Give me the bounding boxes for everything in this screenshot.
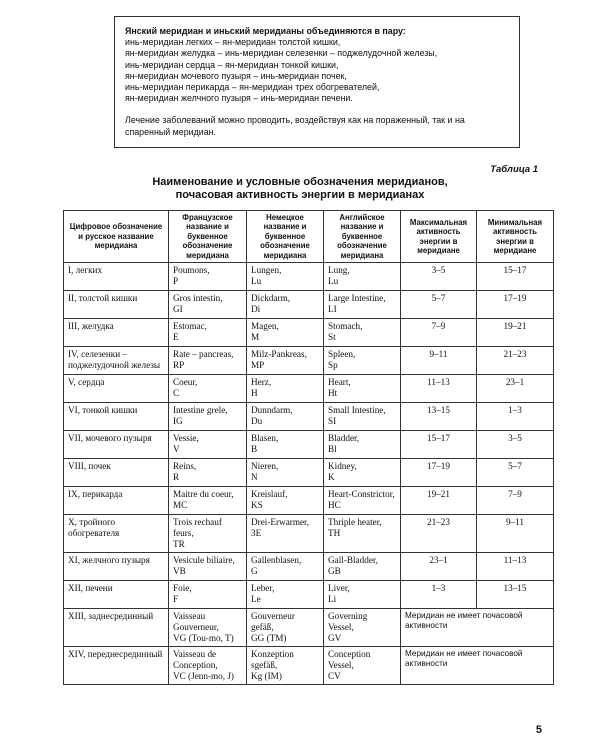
cell-text: St: [328, 332, 336, 343]
cell-text: Trois rechauf feurs,: [173, 517, 222, 539]
cell-text: 7–9: [431, 321, 446, 332]
cell-text: Large Intestine,: [328, 293, 386, 304]
table-cell: [247, 553, 324, 581]
table-cell: [169, 553, 247, 581]
cell-text: VII, мочевого пузыря: [68, 433, 152, 444]
table-row: [64, 609, 554, 647]
cell-text: Gallenblasen,: [251, 555, 302, 566]
cell-text: 3–5: [431, 265, 446, 276]
cell-text: Maitre du coeur,: [173, 489, 234, 500]
pair-line: ян-меридиан желчного пузыря – инь-меридиан печени.: [125, 93, 353, 104]
table-cell: [324, 263, 401, 291]
cell-text: 17–19: [503, 293, 527, 304]
cell-text: Estomac,: [173, 321, 207, 332]
header-cell: Максимальная активность энергии в меридиане: [401, 211, 477, 263]
cell-text: B: [251, 444, 258, 455]
cell-text: Konzeption: [251, 649, 294, 660]
cell-text: Gouverneur: [251, 611, 295, 622]
cell-text: MP: [251, 360, 265, 371]
table-cell: [324, 581, 401, 609]
table-cell: [324, 403, 401, 431]
cell-text: MC: [173, 500, 188, 511]
cell-text: Poumons,: [173, 265, 210, 276]
cell-text: C: [173, 388, 180, 399]
table-cell: [169, 403, 247, 431]
table-cell: [64, 553, 169, 581]
cell-text: IV, селезенки – поджелудочной железы: [68, 349, 161, 371]
table-cell: [169, 581, 247, 609]
cell-text: Magen,: [251, 321, 279, 332]
cell-text: VC (Jenn-mo, J): [173, 671, 234, 682]
meridian-table: [63, 210, 554, 685]
cell-text: VI, тонкой кишки: [68, 405, 138, 416]
table-cell: [324, 319, 401, 347]
box-note: Лечение заболеваний можно проводить, воздействуя как на пораженный, так и на: [125, 115, 465, 126]
table-cell: [477, 291, 554, 319]
cell-text: Gros intestin,: [173, 293, 223, 304]
table-cell: [401, 375, 477, 403]
table-cell: [64, 291, 169, 319]
table-cell: [169, 609, 247, 647]
cell-text: Vaisseau: [173, 611, 206, 622]
cell-text: TR: [173, 539, 185, 550]
cell-text: GI: [173, 304, 183, 315]
cell-text: 7–9: [508, 489, 522, 500]
cell-text: Heart,: [328, 377, 351, 388]
table-cell: [477, 375, 554, 403]
table-cell: [247, 319, 324, 347]
table-cell: [247, 609, 324, 647]
cell-text: Drei-Erwarmer,: [251, 517, 310, 528]
table-cell: [169, 263, 247, 291]
table-cell: [477, 581, 554, 609]
box-note: спаренный меридиан.: [125, 126, 217, 137]
cell-text: gefäß,: [251, 622, 274, 633]
table-cell: [169, 515, 247, 553]
cell-text: III, желудка: [68, 321, 114, 332]
cell-text: XII, печени: [68, 583, 113, 594]
title-line: Наименование и условные обозначения меридианов,: [152, 176, 448, 188]
table-cell: [477, 263, 554, 291]
cell-text: Du: [251, 416, 263, 427]
table-cell: [477, 431, 554, 459]
cell-text: Blasen,: [251, 433, 279, 444]
cell-text: X, тройного обогревателя: [68, 517, 120, 539]
table-cell: [169, 459, 247, 487]
cell-text: 9–11: [429, 349, 448, 360]
cell-text: GG (TM): [251, 633, 287, 644]
table-cell: [401, 263, 477, 291]
cell-text: XIV, переднесрединный: [68, 649, 163, 660]
table-cell: [401, 647, 554, 685]
header-cell: Французское название и буквенное обозначение меридиана: [169, 211, 247, 263]
table-row: [64, 319, 554, 347]
cell-text: Le: [251, 594, 261, 605]
cell-text: Di: [251, 304, 261, 315]
table-cell: [169, 319, 247, 347]
table-row: [64, 581, 554, 609]
cell-text: 23–1: [429, 555, 448, 566]
cell-text: GB: [328, 566, 341, 577]
table-cell: [324, 347, 401, 375]
table-cell: [247, 459, 324, 487]
table-cell: [401, 347, 477, 375]
table-cell: [247, 647, 324, 685]
table-row: [64, 263, 554, 291]
cell-text: 13–15: [427, 405, 450, 416]
header-cell: Цифровое обозначение и русское название меридиана: [64, 211, 169, 263]
cell-text: Spleen,: [328, 349, 356, 360]
cell-text: Thriple heater,: [328, 517, 382, 528]
cell-text: Vessie,: [173, 433, 199, 444]
cell-text: 11–13: [427, 377, 450, 388]
cell-text: 1–3: [431, 583, 446, 594]
table-cell: [169, 647, 247, 685]
table-cell: [401, 291, 477, 319]
cell-text: Governing: [328, 611, 368, 622]
table-row: [64, 647, 554, 685]
cell-text: 5–7: [431, 293, 446, 304]
no-activity-note: Меридиан не имеет почасовой активности: [405, 649, 523, 669]
table-cell: [64, 431, 169, 459]
table-cell: [324, 459, 401, 487]
table-cell: [477, 515, 554, 553]
table-row: [64, 553, 554, 581]
table-cell: [401, 487, 477, 515]
cell-text: RP: [173, 360, 185, 371]
cell-text: SI: [328, 416, 337, 427]
cell-text: Dunndarm,: [251, 405, 293, 416]
table-cell: [169, 291, 247, 319]
cell-text: Lu: [251, 276, 262, 287]
cell-text: Intestine grele,: [173, 405, 228, 416]
table-row: [64, 431, 554, 459]
table-cell: [324, 515, 401, 553]
cell-text: V, сердца: [68, 377, 105, 388]
table-cell: [64, 459, 169, 487]
title-line: почасовая активность энергии в меридианах: [175, 188, 425, 201]
pair-line: ян-меридиан желудка – инь-меридиан селезенки – поджелудочной железы,: [125, 48, 438, 59]
table-cell: [169, 347, 247, 375]
box-heading: Янский меридиан и иньский меридианы объединяются в пару:: [125, 26, 406, 36]
table-cell: [401, 431, 477, 459]
table-cell: [169, 375, 247, 403]
cell-text: 11–13: [503, 555, 527, 566]
table-cell: [401, 515, 477, 553]
table-cell: [247, 375, 324, 403]
table-cell: [324, 553, 401, 581]
table-cell: [401, 319, 477, 347]
table-header-row: [64, 211, 554, 263]
table-row: [64, 487, 554, 515]
table-row: [64, 291, 554, 319]
cell-text: I, легких: [68, 265, 103, 276]
table-cell: [247, 581, 324, 609]
cell-text: KS: [251, 500, 263, 511]
cell-text: R: [173, 472, 180, 483]
pair-line: инь-меридиан сердца – ян-меридиан тонкой кишки,: [125, 59, 339, 70]
cell-text: Bl: [328, 444, 337, 455]
cell-text: G: [251, 566, 258, 577]
cell-text: Vaisseau de: [173, 649, 217, 660]
table-cell: [64, 403, 169, 431]
cell-text: Stomach,: [328, 321, 363, 332]
cell-text: Herz,: [251, 377, 272, 388]
cell-text: 3E: [251, 528, 262, 539]
table-cell: [64, 581, 169, 609]
cell-text: 15–17: [503, 265, 527, 276]
table-cell: [64, 263, 169, 291]
cell-text: Vessel,: [328, 622, 354, 633]
cell-text: 19–21: [503, 321, 527, 332]
no-activity-note: Меридиан не имеет почасовой активности: [405, 611, 523, 631]
cell-text: F: [173, 594, 179, 605]
cell-text: N: [251, 472, 258, 483]
table-row: [64, 347, 554, 375]
cell-text: Milz-Pankreas,: [251, 349, 307, 360]
cell-text: E: [173, 332, 179, 343]
cell-text: Reins,: [173, 461, 197, 472]
cell-text: Gall-Bladder,: [328, 555, 378, 566]
cell-text: TH: [328, 528, 341, 539]
cell-text: Coeur,: [173, 377, 198, 388]
cell-text: LI: [328, 304, 337, 315]
table-cell: [169, 431, 247, 459]
table-cell: [64, 515, 169, 553]
table-cell: [64, 647, 169, 685]
cell-text: Lung,: [328, 265, 350, 276]
cell-text: V: [173, 444, 180, 455]
table-cell: [247, 403, 324, 431]
table-cell: [64, 487, 169, 515]
pair-line: инь-меридиан перикарда – ян-меридиан трех обогревателей,: [125, 82, 380, 93]
pair-line: инь-меридиан легких – ян-меридиан толстой кишки,: [125, 37, 341, 48]
cell-text: Heart-Constrictor,: [328, 489, 395, 500]
cell-text: 21–23: [427, 517, 450, 528]
cell-text: Small Intestine,: [328, 405, 386, 416]
cell-text: HC: [328, 500, 341, 511]
table-cell: [401, 581, 477, 609]
cell-text: CV: [328, 671, 341, 682]
cell-text: Nieren,: [251, 461, 279, 472]
table-cell: [247, 487, 324, 515]
table-row: [64, 515, 554, 553]
cell-text: Li: [328, 594, 337, 605]
table-row: [64, 375, 554, 403]
cell-text: Liver,: [328, 583, 350, 594]
cell-text: VG (Tou-mo, T): [173, 633, 234, 644]
cell-text: 5–7: [508, 461, 522, 472]
table-cell: [324, 431, 401, 459]
cell-text: XIII, заднесрединный: [68, 611, 154, 622]
table-cell: [247, 347, 324, 375]
cell-text: Gouverneur,: [173, 622, 219, 633]
cell-text: VB: [173, 566, 186, 577]
cell-text: GV: [328, 633, 342, 644]
table-cell: [324, 375, 401, 403]
table-cell: [64, 347, 169, 375]
cell-text: Foie,: [173, 583, 192, 594]
table-cell: [477, 319, 554, 347]
page-number: 5: [535, 724, 542, 736]
cell-text: 3–5: [508, 433, 522, 444]
table-cell: [401, 609, 554, 647]
cell-text: IG: [173, 416, 183, 427]
table-title: [100, 176, 500, 201]
table-cell: [477, 459, 554, 487]
cell-text: Dickdarm,: [251, 293, 291, 304]
cell-text: 23–1: [505, 377, 525, 388]
cell-text: K: [328, 472, 335, 483]
table-cell: [401, 403, 477, 431]
cell-text: VIII, почек: [68, 461, 111, 472]
cell-text: H: [251, 388, 258, 399]
table-cell: [477, 553, 554, 581]
cell-text: 13–15: [503, 583, 527, 594]
cell-text: Sp: [328, 360, 338, 371]
cell-text: 17–19: [427, 461, 450, 472]
cell-text: II, толстой кишки: [68, 293, 138, 304]
table-cell: [324, 487, 401, 515]
header-cell: Немецкое название и буквенное обозначение меридиана: [247, 211, 324, 263]
cell-text: IX, перикарда: [68, 489, 123, 500]
cell-text: sgefäß,: [251, 660, 278, 671]
cell-text: Vesicule biliaire,: [173, 555, 235, 566]
cell-text: Lu: [328, 276, 339, 287]
cell-text: Rate – pancreas,: [173, 349, 234, 360]
table-cell: [64, 375, 169, 403]
table-cell: [477, 487, 554, 515]
cell-text: Kreislauf,: [251, 489, 288, 500]
table-row: [64, 403, 554, 431]
cell-text: XI, желчного пузыря: [68, 555, 150, 566]
table-row: [64, 459, 554, 487]
table-cell: [401, 553, 477, 581]
table-cell: [247, 515, 324, 553]
cell-text: Vessel,: [328, 660, 354, 671]
cell-text: Conception: [328, 649, 371, 660]
table-cell: [477, 403, 554, 431]
cell-text: M: [251, 332, 260, 343]
cell-text: 21–23: [503, 349, 527, 360]
table-cell: [247, 431, 324, 459]
table-cell: [247, 263, 324, 291]
cell-text: 1–3: [508, 405, 522, 416]
table-cell: [169, 487, 247, 515]
table-cell: [477, 347, 554, 375]
cell-text: Ht: [328, 388, 338, 399]
cell-text: 9–11: [505, 517, 525, 528]
header-cell: Минимальная активность энергии в меридиане: [477, 211, 554, 263]
table-cell: [64, 609, 169, 647]
cell-text: Kidney,: [328, 461, 357, 472]
table-cell: [324, 647, 401, 685]
table-cell: [324, 609, 401, 647]
cell-text: 15–17: [427, 433, 450, 444]
table-cell: [247, 291, 324, 319]
table-cell: [401, 459, 477, 487]
table-label: Таблица 1: [490, 164, 538, 175]
cell-text: Bladder,: [328, 433, 360, 444]
table-cell: [64, 319, 169, 347]
table-cell: [324, 291, 401, 319]
cell-text: Conception,: [173, 660, 218, 671]
cell-text: 19–21: [427, 489, 450, 500]
cell-text: P: [173, 276, 179, 287]
info-box: [114, 16, 520, 148]
cell-text: Kg (IM): [251, 671, 282, 682]
cell-text: Lungen,: [251, 265, 282, 276]
cell-text: Leber,: [251, 583, 275, 594]
header-cell: Английское название и буквенное обозначение меридиана: [324, 211, 401, 263]
pair-line: ян-меридиан мочевого пузыря – инь-меридиан почек,: [125, 70, 347, 81]
